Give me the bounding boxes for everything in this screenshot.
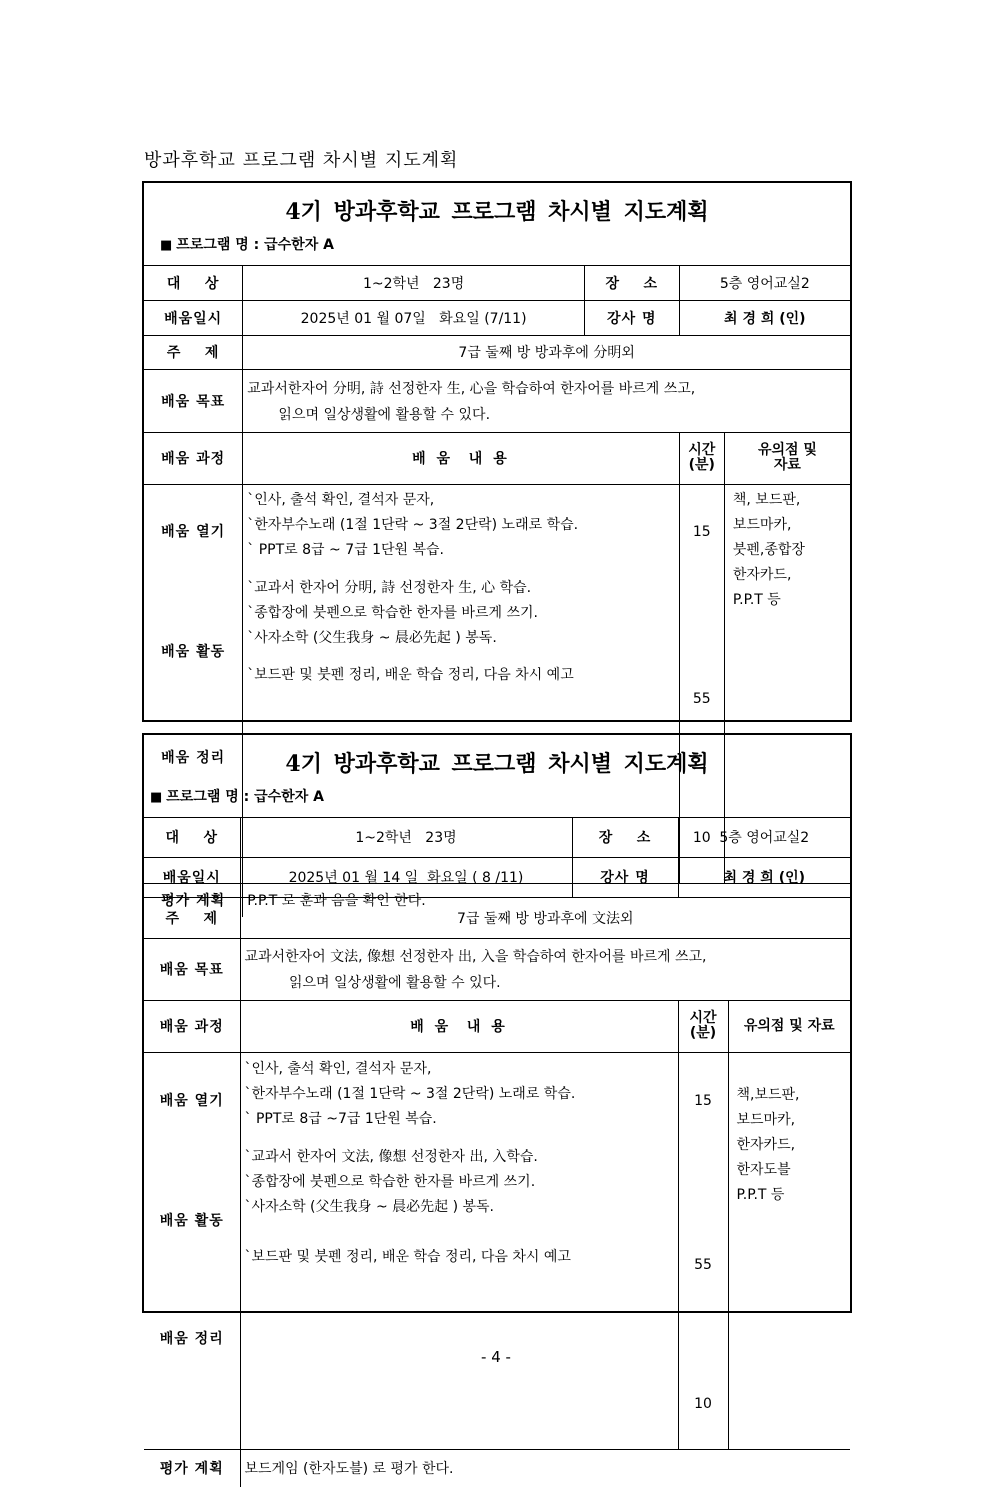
topic-label: 주 제 <box>144 335 243 369</box>
date-label: 배움일시 <box>144 300 243 335</box>
activity-time: 55 <box>692 690 711 707</box>
process-label: 배움 과정 <box>144 1000 240 1052</box>
date-label: 배움일시 <box>144 857 240 897</box>
eval-label: 평가 계획 <box>144 1449 240 1487</box>
opening-line: ` PPT로 8급 ~ 7급 1단원 복습. <box>247 541 444 558</box>
closing-line: `보드판 및 붓펜 정리, 배운 학습 정리, 다음 차시 예고 <box>247 666 574 683</box>
closing-label: 배움 정리 <box>161 749 226 766</box>
topic-value: 7급 둘째 방 방과후에 分明외 <box>243 335 850 369</box>
teacher-value: 최 경 희 (인) <box>679 300 850 335</box>
notes-label: 유의점 및 자료 <box>728 1000 850 1052</box>
activity-line: `사자소학 (父生我身 ~ 晨必先起 ) 봉독. <box>244 1198 494 1215</box>
process-label: 배움 과정 <box>144 432 243 484</box>
topic-label: 주 제 <box>144 897 240 938</box>
eval-value: 보드게임 (한자도블) 로 평가 한다. <box>240 1449 850 1487</box>
time-values <box>678 1052 728 1449</box>
activity-line: `종합장에 붓펜으로 학습한 한자를 바르게 쓰기. <box>247 604 538 621</box>
opening-line: `인사, 출석 확인, 결석자 문자, <box>247 491 435 508</box>
place-label: 장 소 <box>584 265 679 300</box>
notes-label: 유의점 및 자료 <box>724 432 850 484</box>
content-lines <box>240 1052 678 1449</box>
goal-value <box>240 938 850 1000</box>
content-label: 배 움 내 용 <box>240 1000 678 1052</box>
activity-time: 55 <box>694 1256 712 1273</box>
opening-line: `한자부수노래 (1절 1단락 ~ 3절 2단락) 노래로 학습. <box>247 516 579 533</box>
plan-title: 4기 방과후학교 프로그램 차시별 지도계획 <box>285 199 709 226</box>
place-label: 장 소 <box>572 817 678 857</box>
activity-label: 배움 활동 <box>161 643 226 660</box>
closing-time: 10 <box>694 1395 712 1412</box>
program-name: ■ 프로그램 명 : 급수한자 A <box>160 237 334 254</box>
goal-line: 교과서한자어 文法, 像想 선정한자 出, 入을 학습하여 한자어를 바르게 쓰고, <box>244 949 707 965</box>
goal-line: 읽으며 일상생활에 활용할 수 있다. <box>247 406 491 423</box>
content-label: 배 움 내 용 <box>243 432 679 484</box>
goal-label: 배움 목표 <box>144 938 240 1000</box>
place-value: 5층 영어교실2 <box>678 817 850 857</box>
place-value: 5층 영어교실2 <box>679 265 850 300</box>
opening-label: 배움 열기 <box>159 1092 224 1109</box>
target-label: 대 상 <box>144 817 240 857</box>
page-number: - 4 - <box>481 1348 511 1366</box>
opening-label: 배움 열기 <box>161 523 226 540</box>
opening-time: 15 <box>694 1092 712 1109</box>
goal-label: 배움 목표 <box>144 369 243 432</box>
teacher-value: 최 경 희 (인) <box>678 857 850 897</box>
activity-line: `종합장에 붓펜으로 학습한 한자를 바르게 쓰기. <box>244 1173 536 1190</box>
square-bullet-icon: ■ <box>160 238 173 254</box>
target-label: 대 상 <box>144 265 243 300</box>
materials: 책,보드판, 보드마카, 한자카드, 한자도블 P.P.T 등 <box>728 1052 850 1449</box>
materials: 책, 보드판, 보드마카, 붓펜,종합장 한자카드, P.P.T 등 <box>724 484 850 883</box>
plan-header <box>144 735 850 817</box>
goal-line: 읽으며 일상생활에 활용할 수 있다. <box>244 975 501 991</box>
target-value: 1~2학년 23명 <box>240 817 572 857</box>
document-heading: 방과후학교 프로그램 차시별 지도계획 <box>144 150 459 171</box>
teacher-label: 강사 명 <box>584 300 679 335</box>
eval-label: 평가 계획 <box>144 883 243 917</box>
activity-line: `교과서 한자어 文法, 像想 선정한자 出, 入학습. <box>244 1148 538 1165</box>
plan-title: 4기 방과후학교 프로그램 차시별 지도계획 <box>285 751 709 778</box>
opening-line: `한자부수노래 (1절 1단락 ~ 3절 2단락) 노래로 학습. <box>244 1085 576 1102</box>
goal-line: 교과서한자어 分明, 詩 선정한자 生, 心을 학습하여 한자어를 바르게 쓰고, <box>247 380 696 397</box>
date-value: 2025년 01 월 07일 화요일 (7/11) <box>243 300 585 335</box>
date-value: 2025년 01 월 14 일 화요일 ( 8 /11) <box>240 857 572 897</box>
activity-line: `사자소학 (父生我身 ~ 晨必先起 ) 봉독. <box>247 629 497 646</box>
opening-line: `인사, 출석 확인, 결석자 문자, <box>244 1060 432 1077</box>
program-name: ■ 프로그램 명 : 급수한자 A <box>150 789 324 806</box>
stage-labels <box>144 1052 240 1449</box>
eval-value: P.P.T 로 훈과 음을 확인 한다. <box>243 883 850 917</box>
time-label: 시간 (분) <box>679 432 724 484</box>
opening-line: ` PPT로 8급 ~7급 1단원 복습. <box>244 1110 437 1127</box>
closing-label: 배움 정리 <box>159 1330 224 1347</box>
plan-header <box>144 183 850 265</box>
lesson-plan-2 <box>142 733 852 1478</box>
target-value: 1~2학년 23명 <box>243 265 585 300</box>
goal-value <box>243 369 850 432</box>
activity-label: 배움 활동 <box>159 1212 224 1229</box>
opening-time: 15 <box>692 523 711 540</box>
topic-value: 7급 둘째 방 방과후에 文法외 <box>240 897 850 938</box>
teacher-label: 강사 명 <box>572 857 678 897</box>
activity-line: `교과서 한자어 分明, 詩 선정한자 生, 心 학습. <box>247 579 532 596</box>
closing-time: 10 <box>692 829 711 846</box>
time-label: 시간 (분) <box>678 1000 728 1052</box>
closing-line: `보드판 및 붓펜 정리, 배운 학습 정리, 다음 차시 예고 <box>244 1248 571 1265</box>
square-bullet-icon: ■ <box>150 790 163 806</box>
